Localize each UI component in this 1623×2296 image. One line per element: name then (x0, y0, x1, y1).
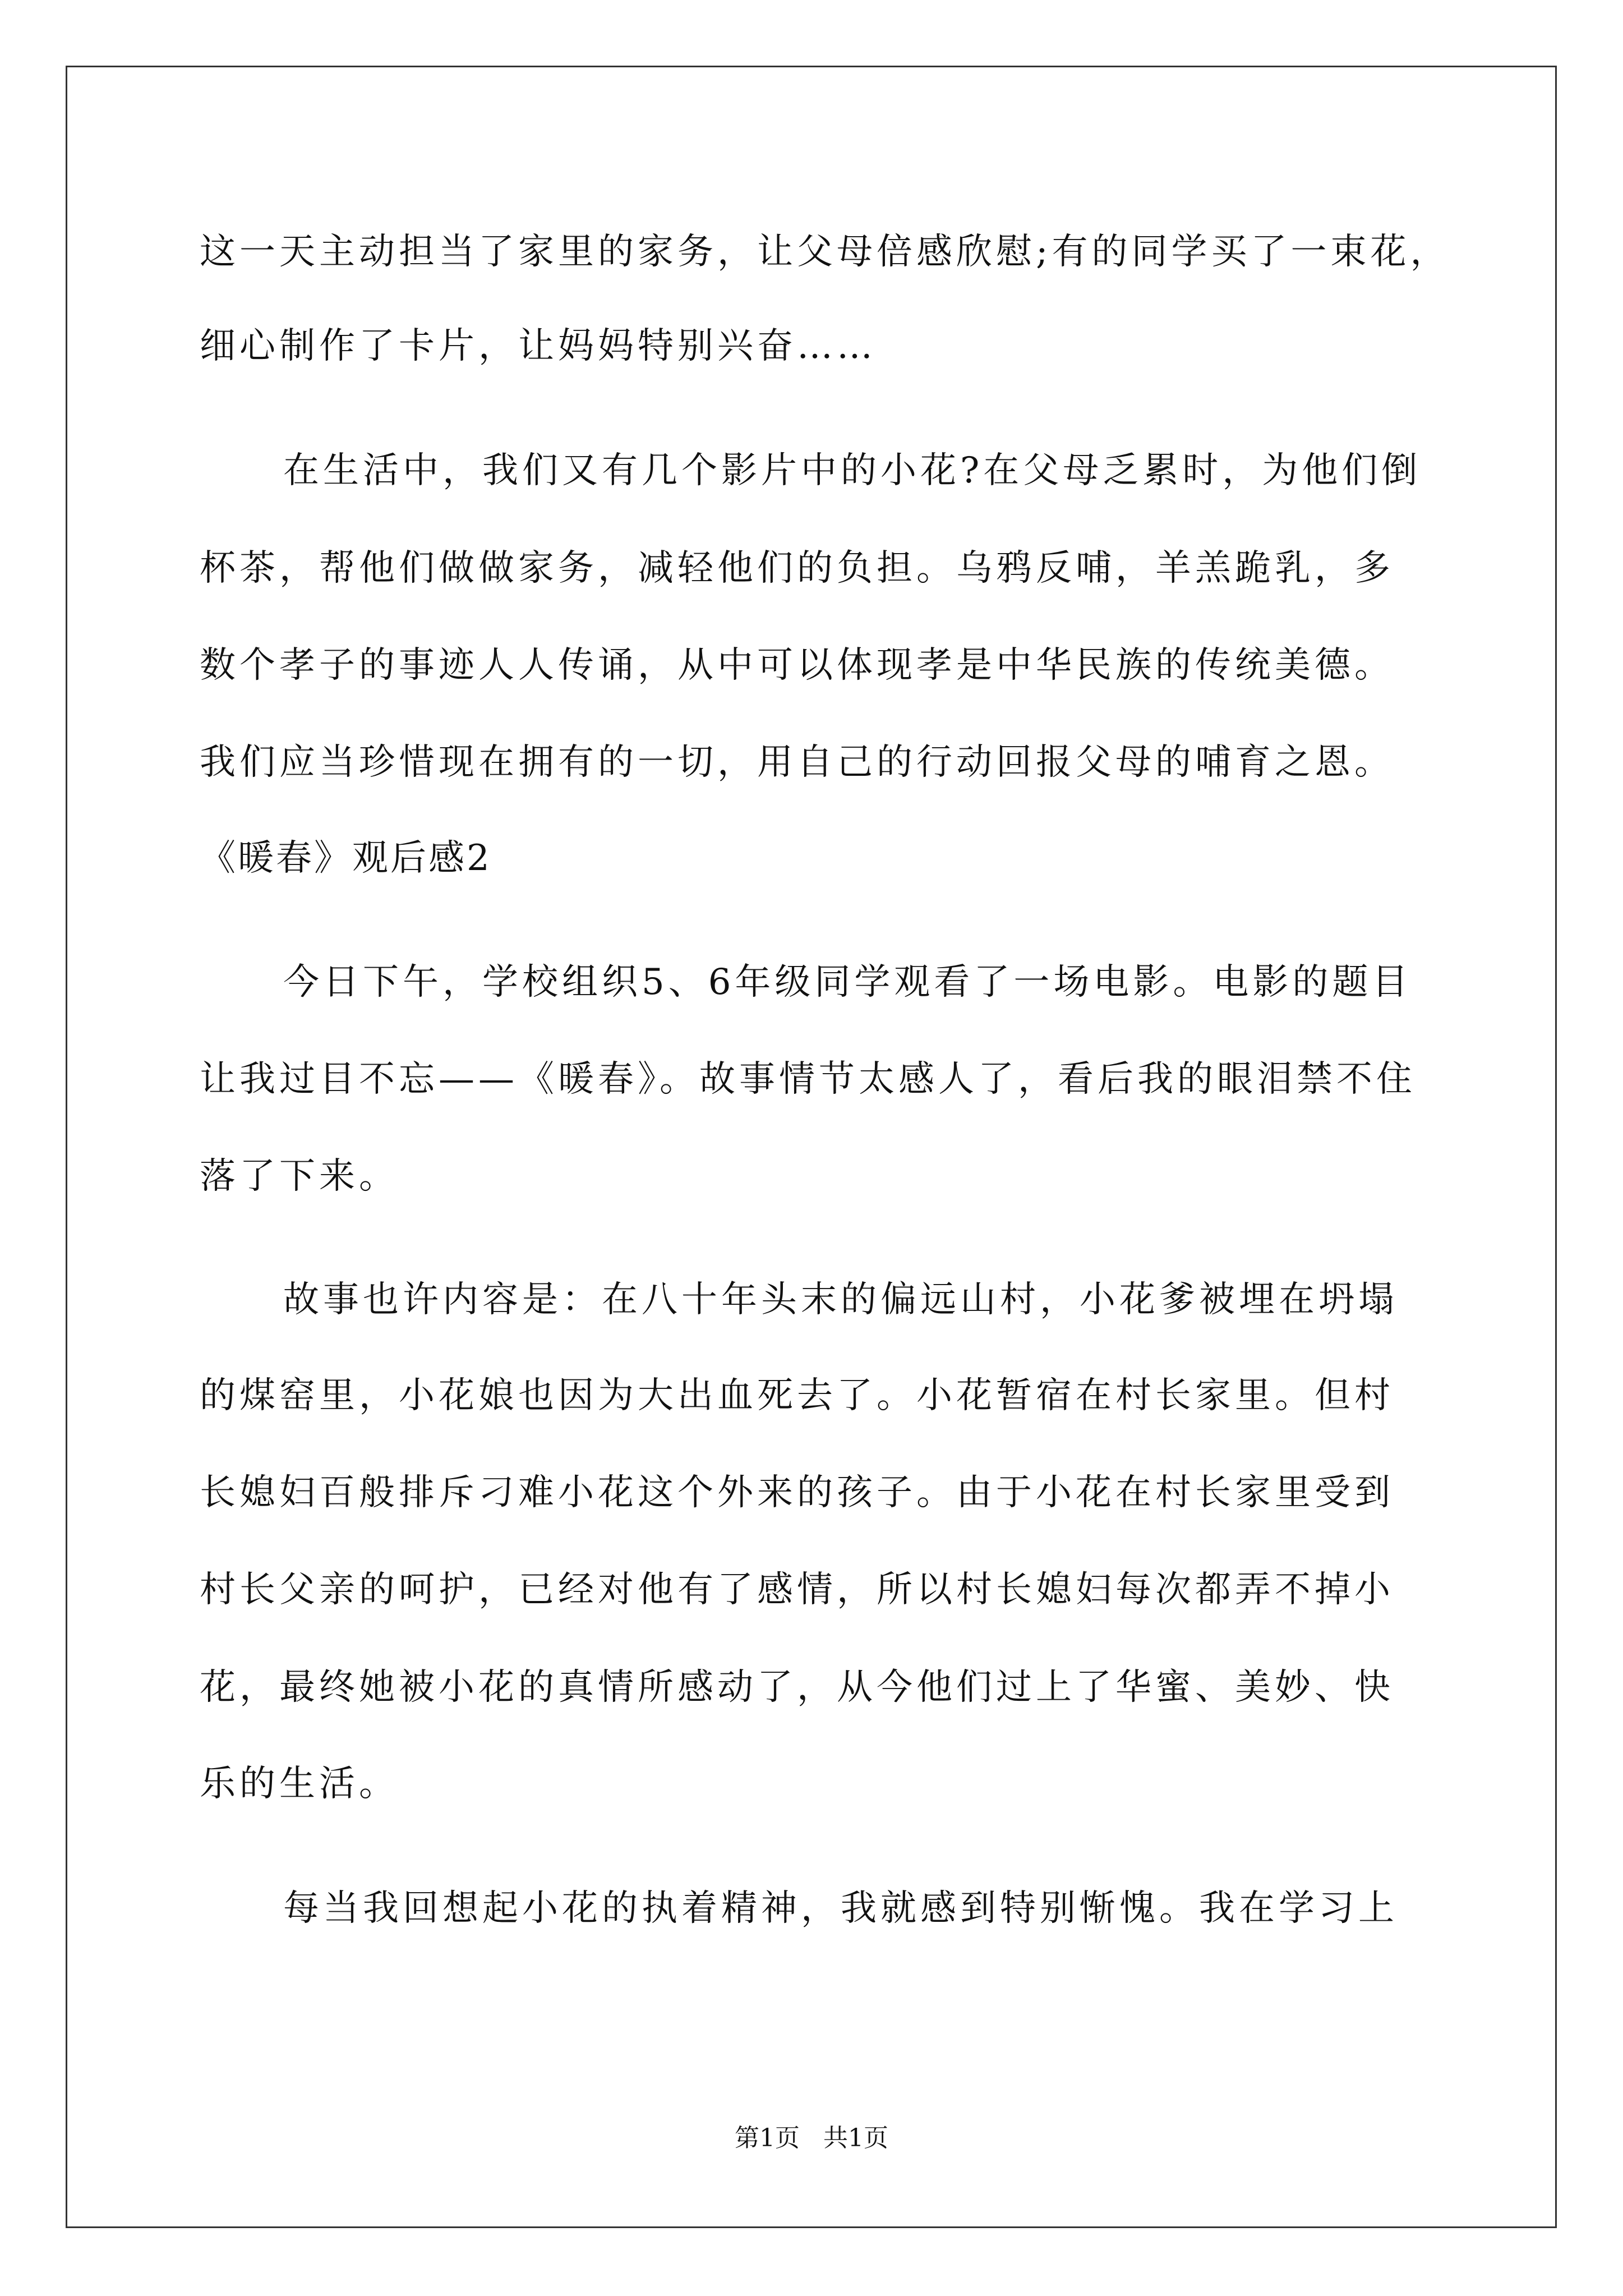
body-line-14: 村长父亲的呵护，已经对他有了感情，所以村长媳妇每次都弄不掉小 (200, 1569, 1394, 1611)
body-line-17: 每当我回想起小花的执着精神，我就感到特别惭愧。我在学习上 (283, 1888, 1398, 1929)
body-line-1: 这一天主动担当了家里的家务，让父母倍感欣慰;有的同学买了一束花， (200, 231, 1450, 273)
body-line-10: 落了下来。 (200, 1156, 399, 1197)
body-line-13: 长媳妇百般排斥刁难小花这个外来的孩子。由于小花在村长家里受到 (200, 1472, 1394, 1513)
body-line-16: 乐的生活。 (200, 1763, 399, 1805)
body-line-12: 的煤窑里，小花娘也因为大出血死去了。小花暂宿在村长家里。但村 (200, 1375, 1394, 1416)
body-line-9: 让我过目不忘——《暖春》。故事情节太感人了，看后我的眼泪禁不住 (200, 1059, 1416, 1100)
body-line-15: 花，最终她被小花的真情所感动了，从今他们过上了华蜜、美妙、快 (200, 1667, 1394, 1708)
body-line-2: 细心制作了卡片，让妈妈特别兴奋…… (200, 325, 877, 367)
page-footer: 第1页 共1页 (735, 2124, 888, 2152)
body-line-8: 今日下午，学校组织5、6年级同学观看了一场电影。电影的题目 (283, 961, 1412, 1003)
body-line-3: 在生活中，我们又有几个影片中的小花?在父母乏累时，为他们倒 (283, 450, 1422, 491)
body-line-5: 数个孝子的事迹人人传诵，从中可以体现孝是中华民族的传统美德。 (200, 645, 1394, 686)
body-line-11: 故事也许内容是：在八十年头末的偏远山村，小花爹被埋在坍塌 (283, 1279, 1398, 1320)
body-line-4: 杯茶，帮他们做做家务，减轻他们的负担。乌鸦反哺，羊羔跪乳，多 (200, 547, 1394, 589)
section-heading: 《暖春》观后感2 (200, 838, 492, 879)
body-line-6: 我们应当珍惜现在拥有的一切，用自己的行动回报父母的哺育之恩。 (200, 742, 1394, 783)
